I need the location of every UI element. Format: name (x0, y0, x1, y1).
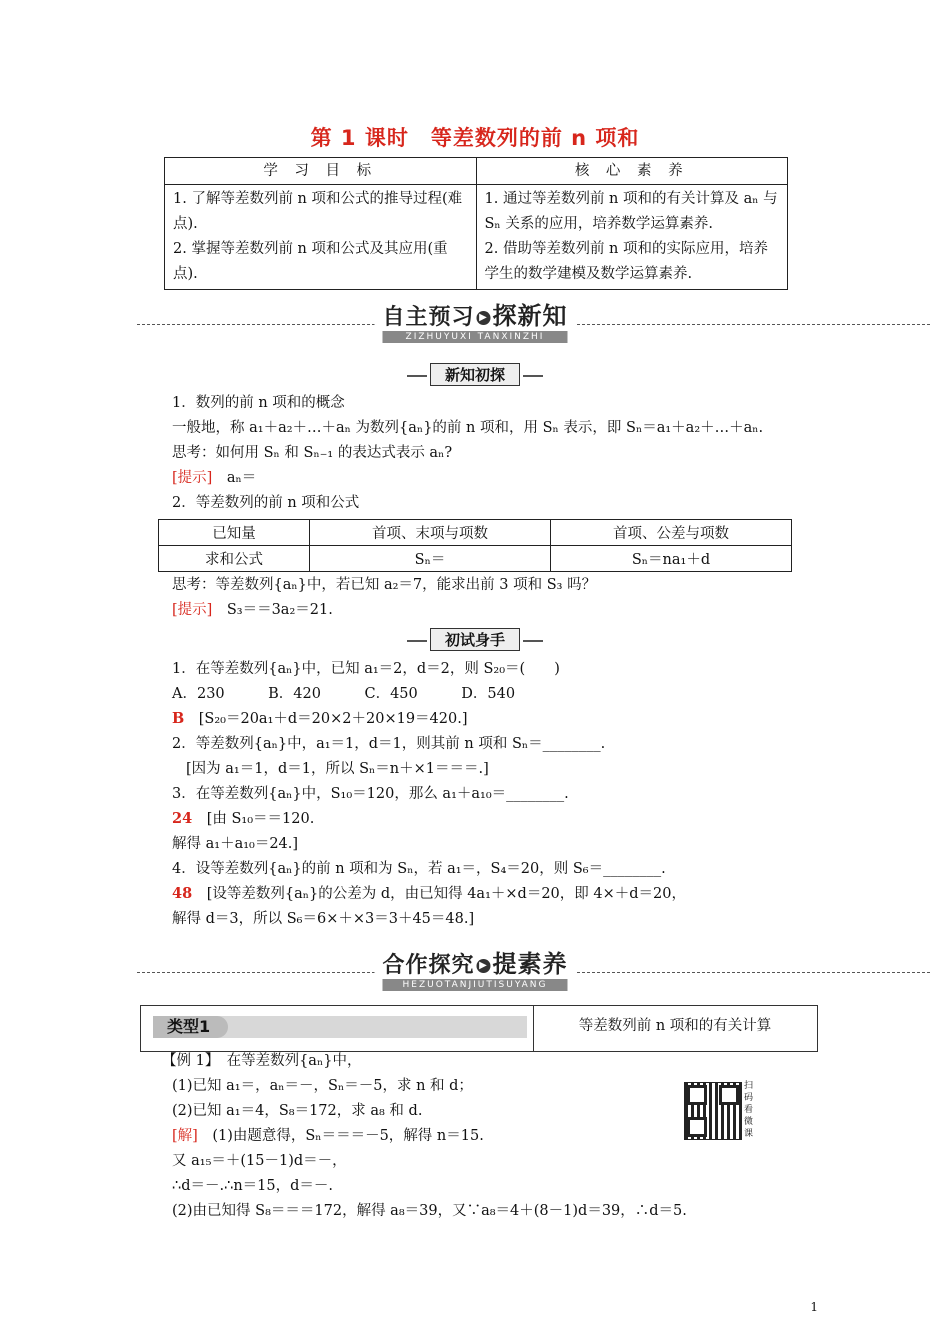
text-line: 思考：等差数列{aₙ}中，若已知 a₂＝7，能求出前 3 项和 S₃ 吗？ (172, 577, 597, 593)
text-line: ∴d＝－.∴n＝15，d＝－. (172, 1178, 334, 1194)
type-description: 等差数列前 n 项和的有关计算 (578, 1018, 772, 1034)
text-line: 1．数列的前 n 项和的概念 (172, 395, 345, 411)
literacy-item: 1. 通过等差数列前 n 项和的有关计算及 aₙ 与 Sₙ 关系的应用，培养数学运算素养. (484, 191, 778, 232)
solution-label: [解] (172, 1128, 198, 1144)
question: 4．设等差数列{aₙ}的前 n 项和为 Sₙ，若 a₁＝，S₄＝20，则 S₆＝________. (172, 861, 666, 877)
answer: [因为 a₁＝1，d＝1，所以 Sₙ＝n＋×1＝＝＝.] (186, 761, 489, 777)
banner-preview (0, 296, 950, 354)
goals-table (164, 157, 788, 290)
qr-code-icon[interactable] (684, 1082, 742, 1140)
hint-line: [提示] aₙ＝ (172, 470, 257, 486)
banner-box (374, 944, 575, 991)
text-line: 又 a₁₅＝＋(15－1)d＝－， (172, 1153, 347, 1169)
text-line: 一般地，称 a₁＋a₂＋…＋aₙ 为数列{aₙ}的前 n 项和，用 Sₙ 表示，即 Sₙ＝a₁＋a₂＋…＋aₙ. (172, 420, 764, 436)
hint-label: [提示] (172, 602, 213, 618)
page-number: 1 (810, 1300, 818, 1314)
formula-table (158, 519, 792, 572)
question: 2．等差数列{aₙ}中，a₁＝1，d＝1，则其前 n 项和 Sₙ＝________. (172, 736, 606, 752)
example-head: 【例 1】 在等差数列{aₙ}中， (162, 1053, 362, 1069)
formula-cell: 求和公式 (159, 546, 310, 572)
options: A．230 B．420 C．450 D．540 (172, 686, 516, 702)
section-heading: 初试身手 (0, 628, 950, 651)
text-line: (1)已知 a₁＝，aₙ＝－，Sₙ＝－5，求 n 和 d； (172, 1078, 473, 1094)
hint-label: [提示] (172, 470, 213, 486)
banner-title: 合作探究 ▶ 提素养 (382, 950, 568, 978)
text-line: (2)由已知得 S₈＝＝＝172，解得 a₈＝39，又∵a₈＝4＋(8－1)d＝39，∴d＝5. (172, 1203, 687, 1219)
formula-cell: 首项、公差与项数 (551, 520, 792, 546)
formula-cell: Sₙ＝na₁＋d (551, 546, 792, 572)
formula-cell: Sₙ＝ (310, 546, 551, 572)
banner-box (374, 296, 575, 343)
section-heading: 新知初探 (0, 363, 950, 386)
text-line: (2)已知 a₁＝4，S₈＝172，求 a₈ 和 d. (172, 1103, 423, 1119)
qr-caption: 扫码看微课 (744, 1081, 754, 1139)
question: 1．在等差数列{aₙ}中，已知 a₁＝2，d＝2，则 S₂₀＝( ) (172, 661, 560, 677)
hint-line: [提示] S₃＝＝3a₂＝21. (172, 602, 333, 618)
banner-subtitle: ZIZHUYUXI TANXINZHI (382, 331, 567, 343)
goals-head-right: 核 心 素 养 (476, 158, 788, 185)
answer: 解得 a₁＋a₁₀＝24.] (172, 836, 299, 852)
goals-head-left: 学 习 目 标 (165, 158, 477, 185)
banner-explore (0, 944, 950, 1002)
answer: B [S₂₀＝20a₁＋d＝20×2＋20×19＝420.] (172, 710, 468, 727)
formula-cell: 首项、末项与项数 (310, 520, 551, 546)
page-title: 第 1 课时 等差数列的前 n 项和 (310, 126, 640, 150)
text-line: 思考：如何用 Sₙ 和 Sₙ₋₁ 的表达式表示 aₙ? (172, 445, 453, 461)
banner-title: 自主预习 ▶ 探新知 (382, 302, 568, 330)
formula-cell: 已知量 (159, 520, 310, 546)
arrow-icon: ▶ (477, 311, 491, 325)
solution-line: [解] (1)由题意得，Sₙ＝＝＝－5，解得 n＝15. (172, 1128, 484, 1144)
answer: 48 [设等差数列{aₙ}的公差为 d，由已知得 4a₁＋×d＝20，即 4×＋d＝20， (172, 885, 686, 902)
literacy-item: 2. 借助等差数列前 n 项和的实际应用，培养学生的数学建模及数学运算素养. (484, 241, 768, 282)
text-line: 2．等差数列的前 n 项和公式 (172, 495, 360, 511)
answer: 24 [由 S₁₀＝＝120. (172, 810, 315, 827)
type-tag: 类型1 (153, 1016, 228, 1038)
banner-subtitle: HEZUOTANJIUTISUYANG (382, 979, 567, 991)
question: 3．在等差数列{aₙ}中，S₁₀＝120，那么 a₁＋a₁₀＝________. (172, 786, 569, 802)
goals-left (165, 185, 477, 290)
type-box (140, 1005, 818, 1052)
goal-item: 2. 掌握等差数列前 n 项和公式及其应用(重点). (173, 241, 448, 282)
goal-item: 1. 了解等差数列前 n 项和公式的推导过程(难点). (173, 191, 463, 232)
answer: 解得 d＝3，所以 S₆＝6×＋×3＝3＋45＝48.] (172, 911, 475, 927)
arrow-icon: ▶ (477, 959, 491, 973)
goals-right (476, 185, 788, 290)
